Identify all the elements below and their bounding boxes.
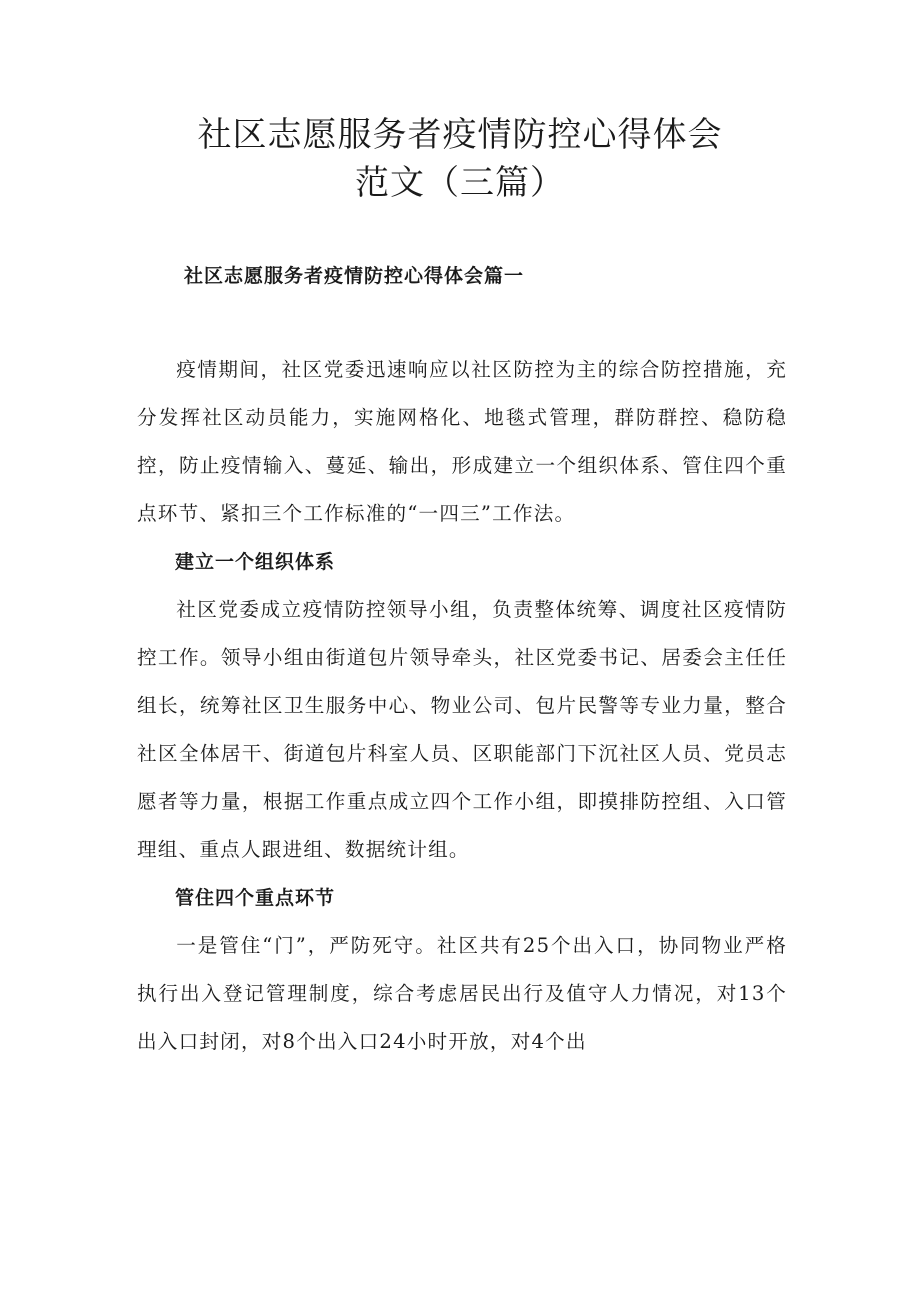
- document-body: [137, 346, 787, 1066]
- paragraph-2: 社区党委成立疫情防控领导小组，负责整体统筹、调度社区疫情防控工作。领导小组由街道包片领导牵头，社区党委书记、居委会主任任组长，统筹社区卫生服务中心、物业公司、包片民警等专业力量，整合社区全体居干、街道包片科室人员、区职能部门下沉社区人员、党员志愿者等力量，根据工作重点成立四个工作小组，即摸排防控组、入口管理组、重点人跟进组、数据统计组。: [137, 598, 787, 861]
- heading-organization-system: 建立一个组织体系: [175, 551, 336, 573]
- document-title-line-2: 范文（三篇）: [355, 163, 565, 203]
- heading-four-key-links: 管住四个重点环节: [175, 887, 336, 909]
- paragraph-3: 一是管住“门”，严防死守。社区共有25个出入口，协同物业严格执行出入登记管理制度，综合考虑居民出行及值守人力情况，对13个出入口封闭，对8个出入口24小时开放，对4个出: [137, 934, 787, 1053]
- paragraph-1: 疫情期间，社区党委迅速响应以社区防控为主的综合防控措施，充分发挥社区动员能力，实施网格化、地毯式管理，群防群控、稳防稳控，防止疫情输入、蔓延、输出，形成建立一个组织体系、管住四个重点环节、紧扣三个工作标准的“一四三”工作法。: [137, 358, 787, 525]
- section-title: 社区志愿服务者疫情防控心得体会篇一: [184, 265, 525, 287]
- document-title-line-1: 社区志愿服务者疫情防控心得体会: [197, 115, 723, 155]
